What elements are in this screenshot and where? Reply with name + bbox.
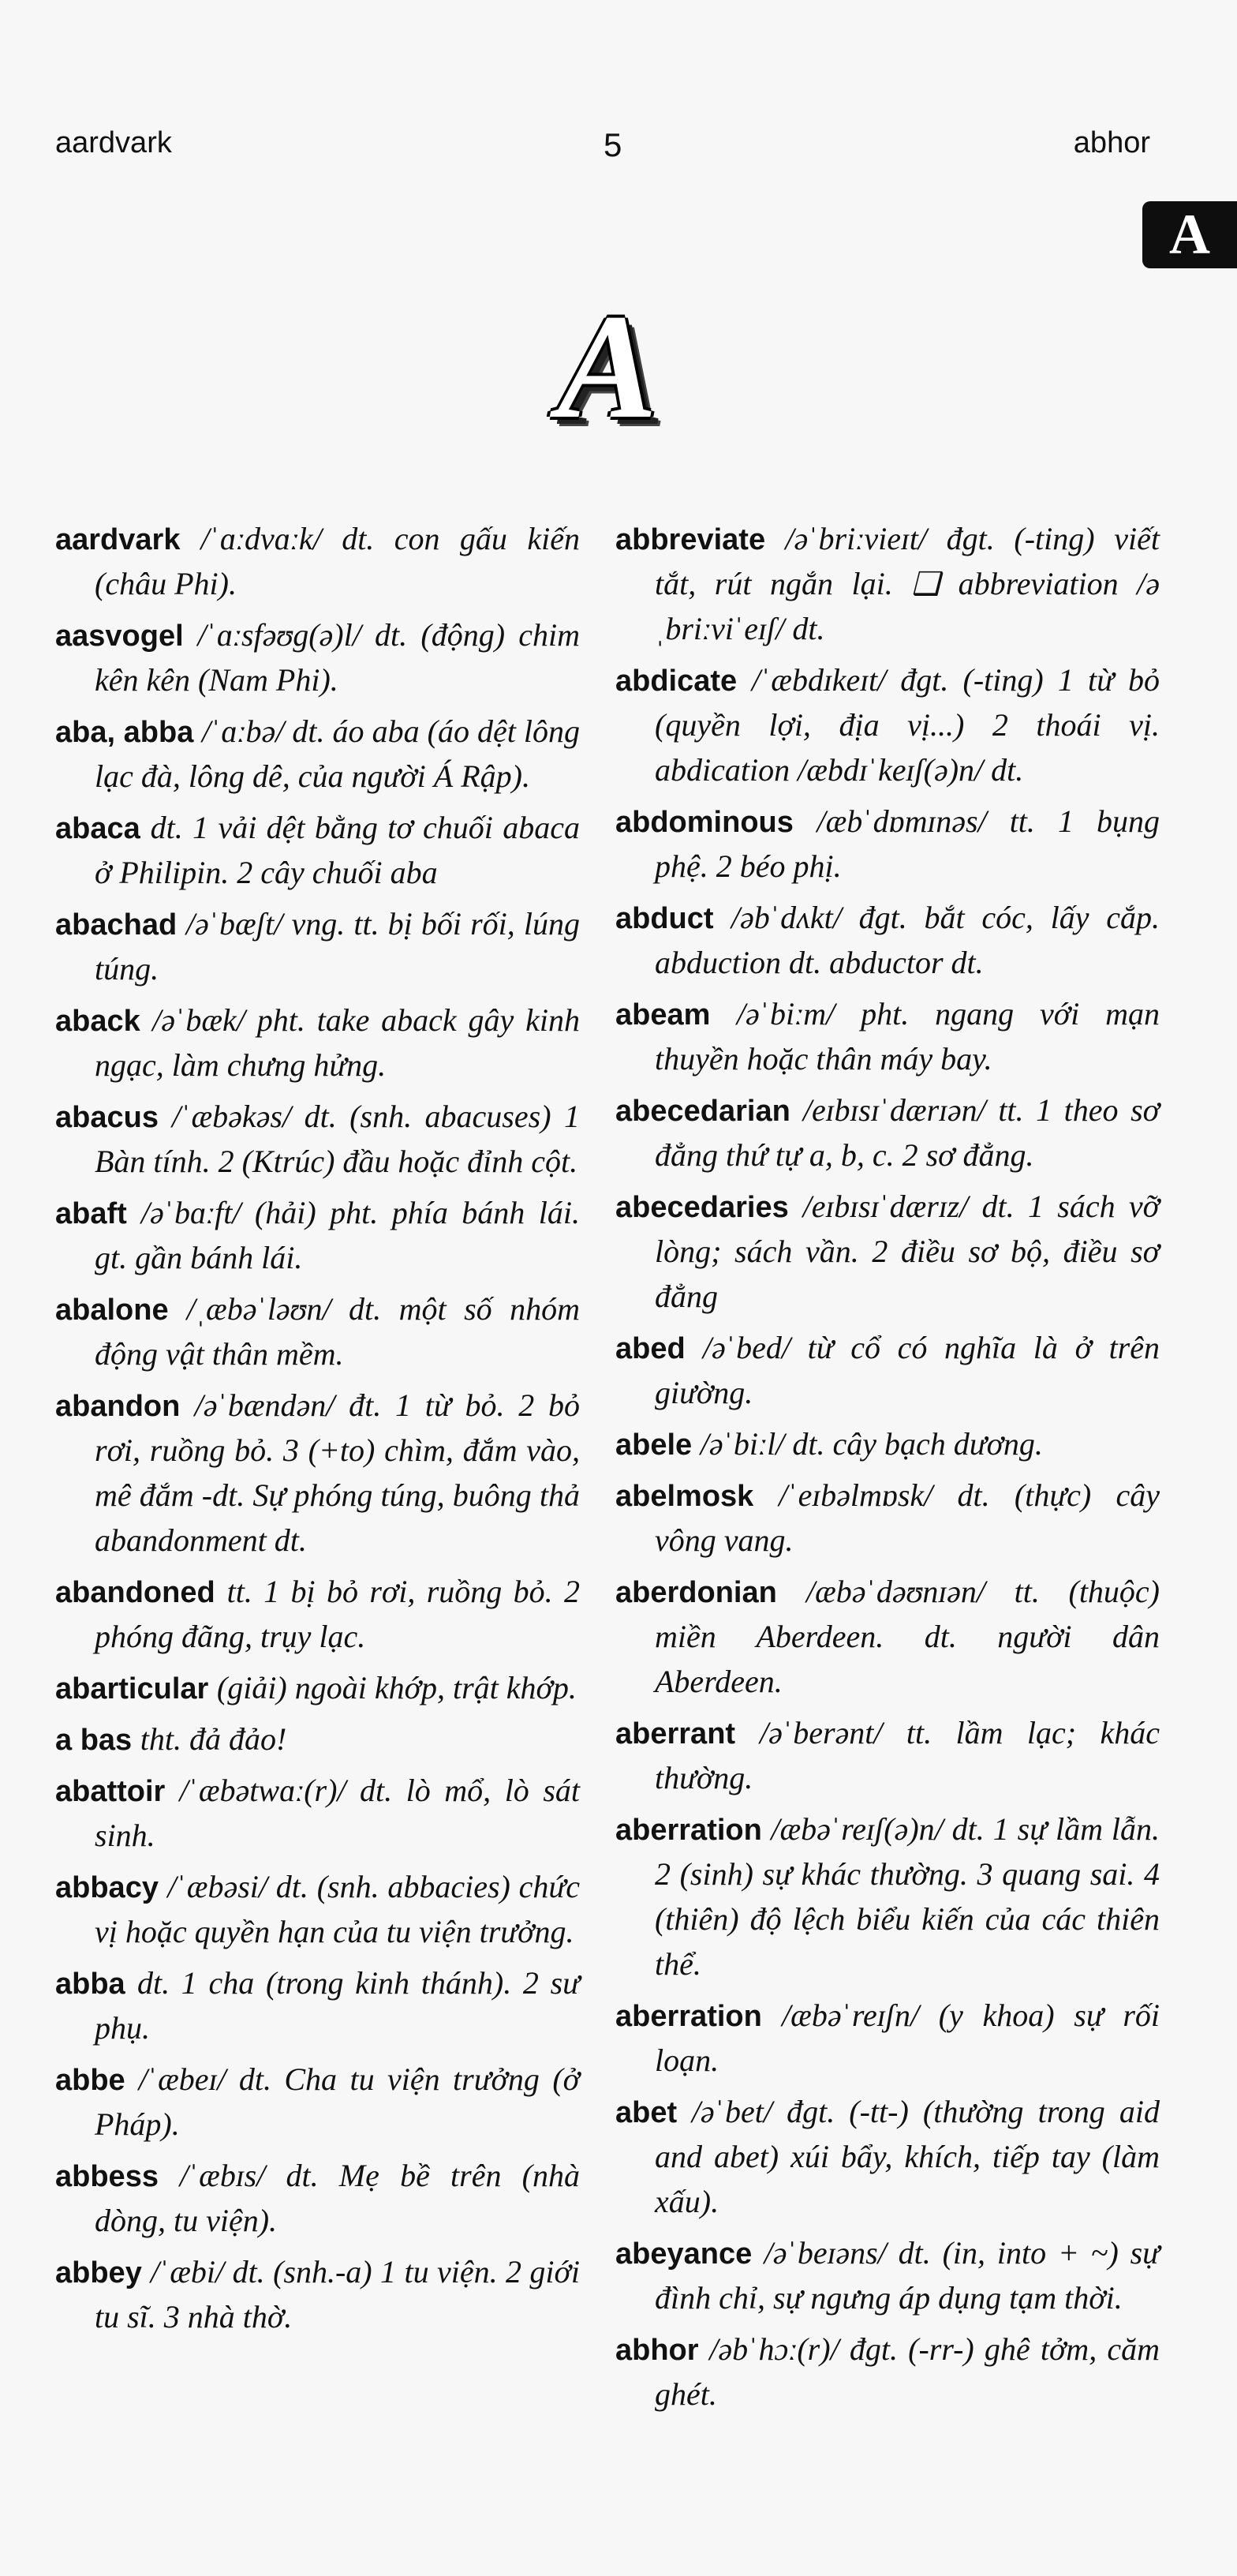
definition: tt. 1 bị bỏ rơi, ruồng bỏ. 2 phóng đãng, trụy lạc. bbox=[95, 1574, 581, 1654]
headword: aberration bbox=[615, 2000, 762, 2033]
dictionary-entry bbox=[615, 1807, 1160, 1987]
dictionary-entry bbox=[615, 517, 1160, 652]
headword: abeyance bbox=[615, 2237, 753, 2271]
definition: /əˈbiːm/ pht. ngang với mạn thuyền hoặc thân máy bay. bbox=[655, 996, 1160, 1076]
definition: /əˈbed/ từ cổ có nghĩa là ở trên giường. bbox=[655, 1330, 1160, 1410]
thumb-index-tab: A bbox=[1142, 201, 1237, 268]
definition: /əbˈdʌkt/ đgt. bắt cóc, lấy cắp. abduction dt. abductor dt. bbox=[655, 900, 1160, 980]
headword: abeam bbox=[615, 998, 711, 1032]
definition: /ˈæbi/ dt. (snh.-a) 1 tu viện. 2 giới tu sĩ. 3 nhà thờ. bbox=[95, 2254, 580, 2334]
headword: abbacy bbox=[55, 1871, 159, 1904]
definition: /ˈeɪbəlmɒsk/ dt. (thực) cây vông vang. bbox=[655, 1477, 1160, 1558]
dictionary-entry bbox=[615, 658, 1160, 793]
dictionary-entry bbox=[55, 710, 580, 799]
left-column bbox=[55, 517, 580, 2346]
dictionary-entry bbox=[615, 2327, 1160, 2417]
headword: abet bbox=[615, 2096, 678, 2129]
dictionary-entry bbox=[615, 1711, 1160, 1801]
headword: abdominous bbox=[615, 806, 794, 839]
definition: /ˈɑːdvɑːk/ dt. con gấu kiến (châu Phi). bbox=[95, 521, 580, 601]
dictionary-entry bbox=[615, 2231, 1160, 2321]
definition: /ˈɑːsfəʊg(ə)l/ dt. (động) chim kên kên (Nam Phi). bbox=[95, 617, 580, 698]
headword: aasvogel bbox=[55, 620, 184, 653]
definition: /ˈæbɪs/ dt. Mẹ bề trên (nhà dòng, tu viện). bbox=[95, 2158, 580, 2238]
dictionary-entry bbox=[55, 1865, 580, 1955]
definition: /əˈbiːl/ dt. cây bạch dương. bbox=[700, 1426, 1043, 1462]
definition: /ˌæbəˈləʊn/ dt. một số nhóm động vật thân mềm. bbox=[95, 1291, 580, 1372]
headword: aardvark bbox=[55, 523, 181, 556]
dictionary-entry bbox=[55, 2154, 580, 2244]
dictionary-entry bbox=[55, 1383, 580, 1563]
definition: /eɪbɪsɪˈdærɪz/ dt. 1 sách vỡ lòng; sách vần. 2 điều sơ bộ, điều sơ đẳng bbox=[655, 1189, 1160, 1314]
definition: /ˈæbətwɑː(r)/ dt. lò mổ, lò sát sinh. bbox=[95, 1773, 581, 1853]
headword: abba bbox=[55, 1968, 125, 2001]
dictionary-entry bbox=[55, 1769, 580, 1859]
dictionary-entry bbox=[615, 1473, 1160, 1563]
definition: /əˈbɑːft/ (hải) pht. phía bánh lái. gt. gần bánh lái. bbox=[95, 1195, 580, 1275]
definition: /əˈberənt/ tt. lầm lạc; khác thường. bbox=[655, 1715, 1160, 1795]
dictionary-entry bbox=[55, 1717, 580, 1762]
guide-word-left: aardvark bbox=[55, 126, 172, 159]
definition: /əˈbriːvieɪt/ đgt. (-ting) viết tắt, rút ngắn lại. ❑ abbreviation /əˌbriːviˈeɪʃ/ dt. bbox=[655, 521, 1160, 646]
headword: abaca bbox=[55, 812, 140, 845]
definition: /ˈæbdɪkeɪt/ đgt. (-ting) 1 từ bỏ (quyền lợi, địa vị...) 2 thoái vị. abdication /æbdɪˈkeɪʃ(ə)n/ dt. bbox=[655, 662, 1160, 788]
headword: abandoned bbox=[55, 1576, 215, 1609]
headword: aberdonian bbox=[615, 1576, 777, 1609]
dictionary-entry bbox=[615, 1185, 1160, 1320]
headword: abattoir bbox=[55, 1775, 166, 1808]
definition: /əˈbet/ đgt. (-tt-) (thường trong aid and abet) xúi bẩy, khích, tiếp tay (làm xấu). bbox=[655, 2094, 1160, 2219]
dictionary-entry bbox=[615, 2090, 1160, 2225]
headword: abaft bbox=[55, 1197, 127, 1230]
headword: abandon bbox=[55, 1390, 181, 1423]
headword: aberration bbox=[615, 1814, 762, 1847]
headword: abele bbox=[615, 1428, 693, 1462]
dictionary-entry bbox=[615, 1326, 1160, 1416]
dictionary-entry bbox=[55, 2057, 580, 2147]
dictionary-entry bbox=[615, 1994, 1160, 2084]
dictionary-entry bbox=[55, 517, 580, 607]
headword: abdicate bbox=[615, 665, 738, 698]
dictionary-entry bbox=[55, 806, 580, 896]
headword: abbe bbox=[55, 2064, 125, 2097]
definition: /æbəˈreɪʃ(ə)n/ dt. 1 sự lầm lẫn. 2 (sinh) sự khác thường. 3 quang sai. 4 (thiên) độ lệch biểu kiến của các thiên thể. bbox=[655, 1811, 1160, 1982]
headword: abecedarian bbox=[615, 1095, 790, 1128]
definition: /æbəˈreɪʃn/ (y khoa) sự rối loạn. bbox=[655, 1998, 1160, 2078]
definition: /eɪbɪsɪˈdærɪən/ tt. 1 theo sơ đẳng thứ tự a, b, c. 2 sơ đẳng. bbox=[655, 1092, 1160, 1173]
dictionary-entry bbox=[55, 1961, 580, 2051]
definition: /əˈbæk/ pht. take aback gây kinh ngạc, làm chưng hửng. bbox=[95, 1002, 580, 1083]
page-header bbox=[55, 126, 1150, 174]
dictionary-entry bbox=[615, 992, 1160, 1082]
headword: abbreviate bbox=[615, 523, 766, 556]
dictionary-entry bbox=[55, 2250, 580, 2340]
headword: abalone bbox=[55, 1294, 169, 1327]
definition: /ˈɑːbə/ dt. áo aba (áo dệt lông lạc đà, lông dê, của người Á Rập). bbox=[95, 713, 580, 794]
dictionary-entry bbox=[615, 1570, 1160, 1705]
dictionary-entry bbox=[55, 998, 580, 1088]
headword: abed bbox=[615, 1332, 686, 1365]
definition: /əˈbeɪəns/ dt. (in, into + ~) sự đình chỉ, sự ngưng áp dụng tạm thời. bbox=[655, 2235, 1160, 2316]
definition: dt. 1 cha (trong kinh thánh). 2 sư phụ. bbox=[95, 1965, 580, 2046]
headword: aberrant bbox=[615, 1717, 736, 1750]
dictionary-entry bbox=[615, 1088, 1160, 1178]
dictionary-entry bbox=[55, 902, 580, 992]
guide-word-right: abhor bbox=[1073, 126, 1150, 159]
dictionary-entry bbox=[55, 613, 580, 703]
definition: dt. 1 vải dệt bằng tơ chuối abaca ở Philipin. 2 cây chuối aba bbox=[95, 810, 580, 890]
dictionary-entry bbox=[55, 1191, 580, 1281]
headword: abbess bbox=[55, 2160, 159, 2193]
dictionary-entry bbox=[55, 1666, 580, 1711]
definition: /ˈæbəkəs/ dt. (snh. abacuses) 1 Bàn tính. 2 (Ktrúc) đầu hoặc đỉnh cột. bbox=[95, 1099, 581, 1179]
dictionary-entry bbox=[55, 1287, 580, 1377]
definition: (giải) ngoài khớp, trật khớp. bbox=[216, 1670, 577, 1705]
headword: abduct bbox=[615, 902, 714, 935]
headword: abecedaries bbox=[615, 1191, 789, 1224]
definition: /ˈæbəsi/ dt. (snh. abbacies) chức vị hoặc quyền hạn của tu viện trưởng. bbox=[95, 1869, 580, 1949]
headword: a bas bbox=[55, 1724, 133, 1757]
dictionary-entry bbox=[55, 1570, 580, 1660]
dictionary-entry bbox=[615, 896, 1160, 986]
headword: aback bbox=[55, 1005, 140, 1038]
dictionary-entry bbox=[615, 1422, 1160, 1467]
section-letter: A bbox=[557, 284, 658, 450]
headword: abelmosk bbox=[615, 1480, 754, 1513]
dictionary-entry bbox=[55, 1095, 580, 1185]
headword: abacus bbox=[55, 1101, 159, 1134]
right-column bbox=[615, 517, 1160, 2424]
definition: /ˈæbeɪ/ dt. Cha tu viện trưởng (ở Pháp). bbox=[95, 2061, 580, 2142]
definition: tht. đả đảo! bbox=[140, 1721, 287, 1757]
definition: /əbˈhɔː(r)/ đgt. (-rr-) ghê tởm, căm ghét. bbox=[655, 2331, 1160, 2412]
headword: abachad bbox=[55, 908, 178, 942]
headword: abarticular bbox=[55, 1672, 209, 1705]
definition: /æbəˈdəʊnɪən/ tt. (thuộc) miền Aberdeen. dt. người dân Aberdeen. bbox=[655, 1574, 1160, 1699]
definition: /əˈbændən/ đt. 1 từ bỏ. 2 bỏ rơi, ruồng bỏ. 3 (+to) chìm, đắm vào, mê đắm -dt. Sự phóng túng, buông thả abandonment dt. bbox=[95, 1387, 581, 1558]
page-number: 5 bbox=[604, 126, 622, 163]
headword: abhor bbox=[615, 2334, 699, 2367]
headword: aba, abba bbox=[55, 716, 194, 749]
definition: /əˈbæʃt/ vng. tt. bị bối rối, lúng túng. bbox=[95, 906, 581, 987]
dictionary-entry bbox=[615, 799, 1160, 889]
definition: /æbˈdɒmɪnəs/ tt. 1 bụng phệ. 2 béo phị. bbox=[655, 803, 1160, 884]
headword: abbey bbox=[55, 2256, 142, 2290]
